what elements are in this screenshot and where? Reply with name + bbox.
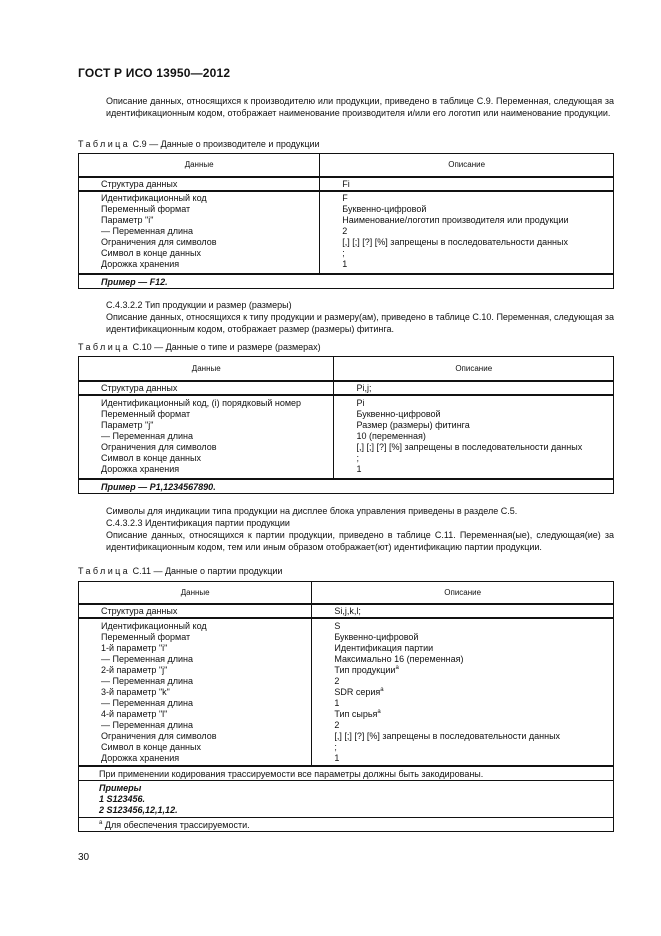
footnote-mark: а — [377, 708, 381, 715]
table11-value-1: S — [334, 620, 341, 631]
table11-label-5: 2-й параметр "j" — [101, 664, 168, 675]
table10-col-description: Описание — [334, 357, 614, 381]
table9-label-2: Переменный формат — [101, 203, 191, 214]
table10-value-7: 1 — [356, 463, 362, 474]
table9-caption-label: Таблица — [78, 139, 131, 149]
section-c4323-heading: С.4.3.2.3 Идентификация партии продукции — [106, 518, 290, 528]
footnote-mark: а — [380, 686, 384, 693]
section-c4322 — [78, 299, 614, 335]
table11-note: При применении кодирования трассируемости все параметры должны быть закодированы. — [79, 766, 614, 781]
table11-value-13: 1 — [334, 752, 340, 763]
table11-col-description: Описание — [312, 582, 614, 604]
table10-label-5: Ограничения для символов — [101, 441, 217, 452]
table10-value-6: ; — [356, 452, 359, 463]
table10-example: Пример — P1,1234567890. — [79, 479, 614, 494]
table11-label-9: 4-й параметр "l" — [101, 708, 168, 719]
table9-col-data: Данные — [79, 154, 320, 177]
table11-footnote-text: Для обеспечения трассируемости. — [104, 819, 250, 830]
table11-value-6: 2 — [334, 675, 340, 686]
table11-caption — [78, 565, 282, 577]
table9-value-3: Наименование/логотип производителя или продукции — [342, 214, 569, 225]
table11-label-10: — Переменная длина — [101, 719, 194, 730]
table11-label-2: Переменный формат — [101, 631, 191, 642]
section-c4322-heading: С.4.3.2.2 Тип продукции и размер (размеры) — [106, 300, 292, 310]
table9-caption-text: С.9 — Данные о производителе и продукции — [132, 139, 320, 149]
symbols-text: Символы для индикации типа продукции на дисплее блока управления приведены в разделе С.5. — [106, 506, 518, 516]
table10-label-2: Переменный формат — [101, 408, 191, 419]
table10-values — [334, 395, 614, 479]
table11-caption-label: Таблица — [78, 566, 131, 576]
table11-examples — [79, 780, 614, 817]
table11-examples-title: Примеры — [99, 782, 142, 793]
table11-example-2: 2 S123456,12,1,12. — [99, 804, 178, 815]
table11-value-4: Максимально 16 (переменная) — [334, 653, 464, 664]
table11-footnote — [79, 817, 614, 831]
footnote-mark: а — [99, 819, 103, 826]
table11-label-13: Дорожка хранения — [101, 752, 180, 763]
table11-label-3: 1-й параметр "i" — [101, 642, 168, 653]
table9-structure-label: Структура данных — [79, 177, 320, 191]
table11-value-3: Идентификация партии — [334, 642, 434, 653]
table10-label-3: Параметр "j" — [101, 419, 154, 430]
table9-value-7: 1 — [342, 258, 348, 269]
table9-label-5: Ограничения для символов — [101, 236, 217, 247]
section-c4323-text: Описание данных, относящихся к партии продукции, приведено в таблице С.11. Переменная(ые), следующая(ие) за идентификационным кодом, тем или иным образом отображает(ют) идентификацию партии продукции. — [106, 530, 614, 552]
table10-label-7: Дорожка хранения — [101, 463, 180, 474]
table10-structure-label: Структура данных — [79, 381, 334, 395]
table11-label-12: Символ в конце данных — [101, 741, 201, 752]
table9-value-1: F — [342, 192, 348, 203]
table9-label-4: — Переменная длина — [101, 225, 194, 236]
table11-example-1: 1 S123456. — [99, 793, 146, 804]
table10-label-1: Идентификационный код, (i) порядковый номер — [101, 397, 302, 408]
table11-structure-label: Структура данных — [79, 604, 312, 618]
table9-col-description: Описание — [320, 154, 614, 177]
table11-label-7: 3-й параметр "k" — [101, 686, 170, 697]
table11-caption-text: С.11 — Данные о партии продукции — [132, 566, 283, 576]
table10-value-3: Размер (размеры) фитинга — [356, 419, 470, 430]
table11-col-data: Данные — [79, 582, 312, 604]
table10-caption-text: С.10 — Данные о типе и размере (размерах) — [132, 342, 321, 352]
table9-caption — [78, 138, 320, 150]
table11-value-8: 1 — [334, 697, 340, 708]
table11-value-7: SDR серия$^а$ — [334, 686, 384, 697]
table11-value-11: [,] [;] [?] [%] запрещены в последовательности данных — [334, 730, 561, 741]
table10-label-4: — Переменная длина — [101, 430, 194, 441]
table11-values — [312, 618, 614, 766]
table11-value-12: ; — [334, 741, 337, 752]
table9-value-6: ; — [342, 247, 345, 258]
table9-value-2: Буквенно-цифровой — [342, 203, 427, 214]
footnote-mark: а — [395, 664, 399, 671]
table11-structure-value: Si,j,k,l; — [312, 604, 614, 618]
table11-labels — [79, 618, 312, 766]
table11-label-8: — Переменная длина — [101, 697, 194, 708]
table9-example: Пример — F12. — [79, 274, 614, 289]
table10-labels — [79, 395, 334, 479]
table-c11 — [78, 581, 614, 832]
table11-label-4: — Переменная длина — [101, 653, 194, 664]
page-number: 30 — [78, 852, 90, 863]
table-c9 — [78, 153, 614, 289]
table10-col-data: Данные — [79, 357, 334, 381]
table10-caption — [78, 341, 321, 353]
table9-label-7: Дорожка хранения — [101, 258, 180, 269]
table10-label-6: Символ в конце данных — [101, 452, 201, 463]
table9-structure-value: Fi — [320, 177, 614, 191]
table9-values — [320, 191, 614, 274]
symbols-paragraph — [78, 505, 614, 553]
document-header: ГОСТ Р ИСО 13950—2012 — [78, 66, 231, 80]
table11-value-9: Тип сырья$^а$ — [334, 708, 381, 719]
table9-value-5: [,] [;] [?] [%] запрещены в последовательности данных — [342, 236, 568, 247]
table11-label-1: Идентификационный код — [101, 620, 207, 631]
table10-structure-value: Pi,j; — [334, 381, 614, 395]
table11-value-2: Буквенно-цифровой — [334, 631, 419, 642]
table10-value-2: Буквенно-цифровой — [356, 408, 441, 419]
table9-label-3: Параметр "i" — [101, 214, 154, 225]
table10-caption-label: Таблица — [78, 342, 131, 352]
intro-paragraph — [78, 95, 614, 119]
table11-value-10: 2 — [334, 719, 340, 730]
table11-label-6: — Переменная длина — [101, 675, 194, 686]
table9-label-6: Символ в конце данных — [101, 247, 201, 258]
table10-value-5: [,] [;] [?] [%] запрещены в последовательности данных — [356, 441, 583, 452]
table9-label-1: Идентификационный код — [101, 192, 207, 203]
table11-label-11: Ограничения для символов — [101, 730, 217, 741]
table10-value-1: Pi — [356, 397, 365, 408]
table11-value-5: Тип продукции$^а$ — [334, 664, 399, 675]
table-c10 — [78, 356, 614, 494]
table9-labels — [79, 191, 320, 274]
table9-value-4: 2 — [342, 225, 348, 236]
table10-value-4: 10 (переменная) — [356, 430, 426, 441]
section-c4322-text: Описание данных, относящихся к типу продукции и размеру(ам), приведено в таблице С.10. Переменная, следующая за идентификационным кодом, отображает размер (размеры) фитинга. — [106, 312, 614, 334]
intro-text: Описание данных, относящихся к производителю или продукции, приведено в таблице С.9. Переменная, следующая за идентификационным кодом, отображает наименование производителя и/или его логотип или наименование продукции. — [106, 96, 614, 118]
